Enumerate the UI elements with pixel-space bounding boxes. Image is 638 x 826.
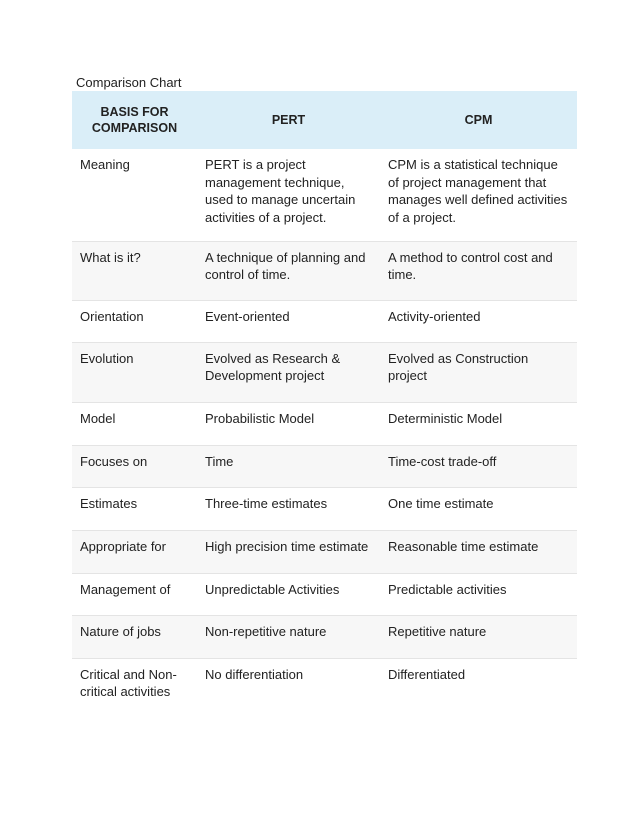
cpm-cell: Reasonable time estimate [380,530,577,573]
pert-cell: Unpredictable Activities [197,573,380,615]
basis-cell: Orientation [72,300,197,342]
table-row [72,149,577,241]
table-row [72,658,577,706]
cpm-cell: Predictable activities [380,573,577,615]
cpm-cell: A method to control cost and time. [380,241,577,300]
pert-cell: Non-repetitive nature [197,615,380,658]
table-row [72,573,577,615]
pert-cell: No differentiation [205,666,304,682]
basis-cell: Appropriate for [72,530,197,573]
cpm-cell: Time-cost trade-off [380,445,577,487]
table-row [72,402,577,445]
basis-cell: Model [72,402,197,445]
basis-cell: Nature of jobs [72,615,197,658]
header-row [72,91,577,149]
basis-cell: Management of [72,573,197,615]
basis-cell: Evolution [72,342,197,402]
pert-cell: Time [197,445,380,487]
cpm-cell: Activity-oriented [380,300,577,342]
pert-cell: Probabilistic Model [197,402,380,445]
cpm-cell: Deterministic Model [380,402,577,445]
table-row [72,342,577,402]
table-row [72,445,577,487]
table-row [72,300,577,342]
chart-caption: Comparison Chart [76,75,182,90]
basis-cell: Meaning [72,149,197,241]
cpm-cell: Differentiated [388,666,466,682]
cpm-cell: Repetitive nature [380,615,577,658]
table-row [72,530,577,573]
basis-cell: Critical and Non-critical activities [80,666,177,699]
pert-cell: Three-time estimates [197,487,380,530]
table-row [72,241,577,300]
basis-cell: Focuses on [72,445,197,487]
pert-cell: High precision time estimate [197,530,380,573]
basis-cell: Estimates [72,487,197,530]
header-pert: PERT [197,91,380,149]
header-cpm: CPM [380,91,577,149]
comparison-table [72,91,577,706]
pert-cell: PERT is a project management technique, used to manage uncertain activities of a project. [197,149,380,241]
table-row [72,487,577,530]
cpm-cell: Evolved as Construction project [380,342,577,402]
basis-cell: What is it? [72,241,197,300]
table-row [72,615,577,658]
cpm-cell: CPM is a statistical technique of project management that manages well defined activities of a project. [380,149,577,241]
pert-cell: A technique of planning and control of time. [197,241,380,300]
pert-cell: Evolved as Research & Development project [197,342,380,402]
pert-cell: Event-oriented [197,300,380,342]
cpm-cell: One time estimate [380,487,577,530]
header-basis: BASIS FOR COMPARISON [72,91,197,149]
